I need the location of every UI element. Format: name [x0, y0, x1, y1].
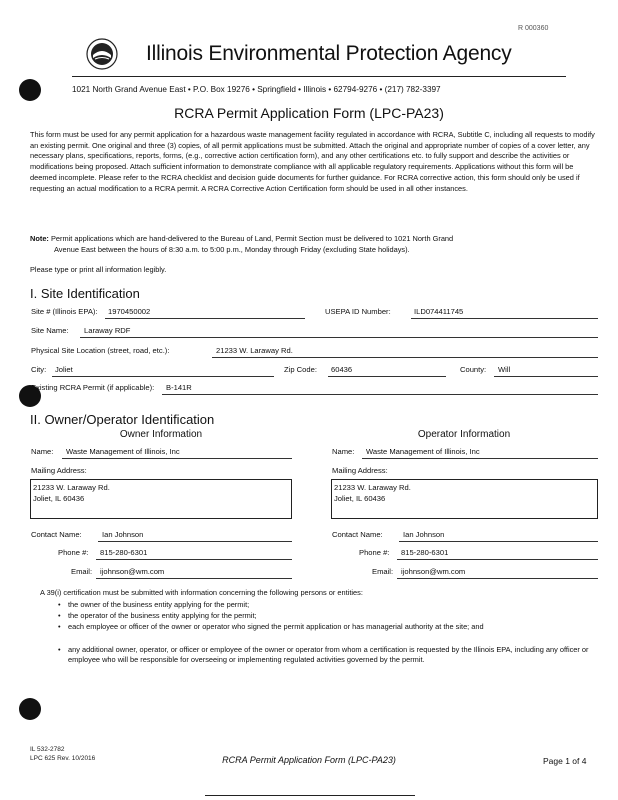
owner-contact-label: Contact Name:	[31, 530, 82, 539]
certification-bullet: • the operator of the business entity applying for the permit;	[68, 611, 598, 621]
section-site-identification-heading: I. Site Identification	[30, 286, 140, 301]
operator-phone-label: Phone #:	[359, 548, 390, 557]
city-field[interactable]: Joliet	[55, 365, 73, 374]
legibility-instruction: Please type or print all information legibly.	[30, 265, 167, 274]
certification-intro: A 39(i) certification must be submitted with information concerning the following persons or entities:	[40, 588, 363, 597]
owner-address-line-2: Joliet, IL 60436	[33, 493, 85, 503]
existing-permit-label: Existing RCRA Permit (if applicable):	[31, 383, 155, 392]
operator-mailing-address-box[interactable]	[331, 479, 598, 519]
operator-phone-field[interactable]: 815-280-6301	[401, 548, 449, 557]
header-divider	[72, 76, 566, 77]
certification-bullet: • each employee or officer of the owner or operator who signed the permit application or has managerial authority at the site; and	[68, 622, 598, 632]
section-owner-operator-heading: II. Owner/Operator Identification	[30, 412, 215, 427]
usepa-id-label: USEPA ID Number:	[325, 307, 391, 316]
site-location-underline	[212, 357, 598, 358]
owner-mailing-address-box[interactable]	[30, 479, 292, 519]
site-name-field[interactable]: Laraway RDF	[84, 326, 131, 335]
certification-bullet: • the owner of the business entity applying for the permit;	[68, 600, 598, 610]
operator-email-field[interactable]: ijohnson@wm.com	[401, 567, 466, 576]
note-line-1: Permit applications which are hand-delivered to the Bureau of Land, Permit Section must be delivered to 1021 North Grand	[50, 234, 454, 243]
operator-mailing-label: Mailing Address:	[332, 466, 388, 475]
operator-info-heading: Operator Information	[417, 429, 511, 440]
note-line-2: Avenue East between the hours of 8:30 a.m. to 5:00 p.m., Monday through Friday (excluding State holidays).	[54, 244, 410, 254]
site-number-underline	[105, 318, 305, 319]
owner-contact-field[interactable]: Ian Johnson	[102, 530, 144, 539]
site-location-label: Physical Site Location (street, road, etc.):	[31, 346, 170, 355]
owner-contact-underline	[98, 541, 292, 542]
operator-name-label: Name:	[332, 447, 355, 456]
form-title: RCRA Permit Application Form (LPC-PA23)	[174, 105, 444, 121]
site-name-underline	[80, 337, 598, 338]
operator-contact-field[interactable]: Ian Johnson	[403, 530, 445, 539]
usepa-id-field[interactable]: ILD074411745	[414, 307, 464, 316]
owner-phone-underline	[96, 559, 292, 560]
operator-name-field[interactable]: Waste Management of Illinois, Inc	[366, 447, 480, 456]
intro-paragraph: This form must be used for any permit application for a hazardous waste management facility regulated in accordance with RCRA, Subtitle C, including all requests to modify an existing permit. One original and three (3) copies, of all permit applications must be submitted. Attach the original and appropriate number of copies of a cover letter, any necessary plans, specifications, reports, forms, (e.g., corrective action certification form), and any other certifications etc. to fully support and describe the activities or modifications being proposed. Attach sufficient information to demonstrate compliance with all applicable regulatory requirements. Applications without this form will be deemed incomplete. Please refer to the RCRA checklist and decision guide documents for further guidance. For RCRA corrective action, this form should only be used if requesting an actual modification to a RCRA permit. A RCRA Corrective Action Certification form should be used in all other instances.	[30, 130, 595, 193]
usepa-id-underline	[411, 318, 598, 319]
city-label: City:	[31, 365, 47, 374]
site-number-label: Site # (Illinois EPA):	[31, 307, 98, 316]
certification-bullet: • any additional owner, operator, or officer or employee of the owner or operator from whom a certification is requested by the Illinois EPA, including any officer or employee who will be responsible for overseeing or implementing regulated activities governed by the permit.	[68, 645, 598, 666]
operator-address-line-1: 21233 W. Laraway Rd.	[334, 483, 411, 492]
operator-contact-label: Contact Name:	[332, 530, 383, 539]
county-label: County:	[460, 365, 487, 374]
punch-hole-top	[19, 79, 41, 101]
note-label: Note:	[30, 234, 49, 243]
owner-info-heading: Owner Information	[119, 429, 203, 440]
operator-email-label: Email:	[372, 567, 394, 576]
footer-form-code-1: IL 532-2782	[30, 746, 65, 753]
owner-name-underline	[62, 458, 292, 459]
site-name-label: Site Name:	[31, 326, 69, 335]
footer-rule	[205, 795, 415, 796]
owner-address-line-1: 21233 W. Laraway Rd.	[33, 483, 110, 492]
county-underline	[494, 376, 598, 377]
owner-mailing-label: Mailing Address:	[31, 466, 87, 475]
site-location-field[interactable]: 21233 W. Laraway Rd.	[216, 346, 293, 355]
zip-field[interactable]: 60436	[331, 365, 353, 374]
note-block	[30, 234, 598, 256]
operator-email-underline	[397, 578, 598, 579]
operator-address-line-2: Joliet, IL 60436	[334, 493, 386, 503]
page-number: Page 1 of 4	[543, 756, 587, 766]
zip-underline	[328, 376, 446, 377]
existing-permit-field[interactable]: B-141R	[166, 383, 192, 392]
footer-form-code-2: LPC 625 Rev. 10/2016	[30, 755, 96, 762]
owner-name-label: Name:	[31, 447, 54, 456]
zip-label: Zip Code:	[284, 365, 317, 374]
owner-email-label: Email:	[71, 567, 93, 576]
owner-name-field[interactable]: Waste Management of Illinois, Inc	[66, 447, 180, 456]
city-underline	[52, 376, 274, 377]
agency-address: 1021 North Grand Avenue East • P.O. Box 19276 • Springfield • Illinois • 62794-9276 • (217) 782-3397	[72, 85, 441, 94]
owner-email-underline	[96, 578, 292, 579]
site-number-field[interactable]: 1970450002	[108, 307, 151, 316]
agency-name: Illinois Environmental Protection Agency	[146, 42, 512, 65]
operator-contact-underline	[399, 541, 598, 542]
owner-email-field[interactable]: ijohnson@wm.com	[100, 567, 165, 576]
footer-form-title: RCRA Permit Application Form (LPC-PA23)	[222, 755, 396, 765]
existing-permit-underline	[162, 394, 598, 395]
owner-phone-label: Phone #:	[58, 548, 89, 557]
agency-seal-icon	[86, 38, 118, 70]
bates-number: R 000360	[518, 25, 549, 32]
operator-name-underline	[362, 458, 598, 459]
operator-phone-underline	[397, 559, 598, 560]
owner-phone-field[interactable]: 815-280-6301	[100, 548, 148, 557]
county-field[interactable]: Will	[498, 365, 511, 374]
punch-hole-bottom	[19, 698, 41, 720]
